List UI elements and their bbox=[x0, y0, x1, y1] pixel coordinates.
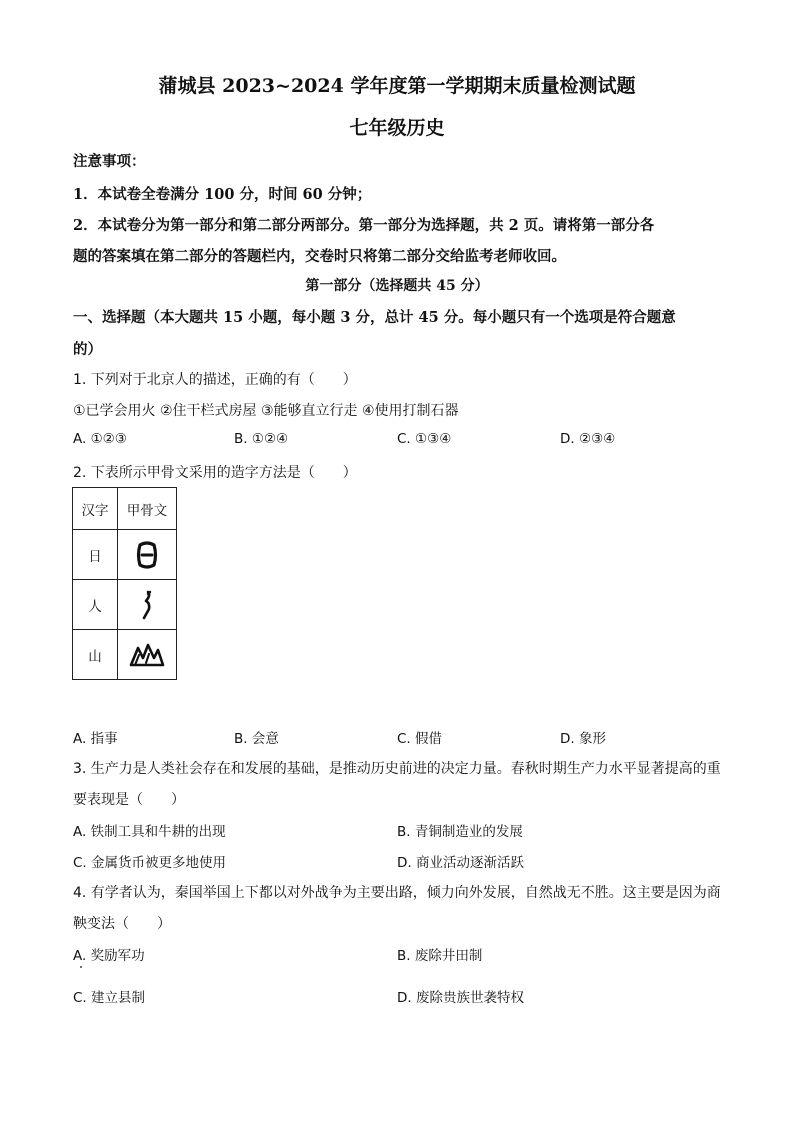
question-1-option-d: D. ②③④ bbox=[560, 431, 616, 447]
table-cell-char-mountain: 山 bbox=[73, 630, 118, 680]
table-row bbox=[73, 530, 177, 580]
table-header-hanzi: 汉字 bbox=[73, 488, 118, 530]
question-1-statements: ①已学会用火 ②住干栏式房屋 ③能够直立行走 ④使用打制石器 bbox=[73, 403, 459, 419]
question-3-stem-line-2: 要表现是（ ） bbox=[73, 792, 185, 808]
question-1-stem: 1. 下列对于北京人的描述，正确的有（ ） bbox=[73, 372, 357, 388]
question-3-option-c: C. 金属货币被更多地使用 bbox=[73, 855, 227, 871]
table-cell-char-person: 人 bbox=[73, 580, 118, 630]
question-4-option-b: B. 废除井田制 bbox=[397, 948, 483, 964]
question-3-option-d: D. 商业活动逐渐活跃 bbox=[397, 855, 524, 871]
table-cell-glyph-person bbox=[118, 580, 177, 630]
question-4-stem-line-1: 4. 有学者认为，秦国举国上下都以对外战争为主要出路，倾力向外发展，自然战无不胜。这主要是因为商 bbox=[73, 885, 721, 901]
notes-item-2-line-2: 题的答案填在第二部分的答题栏内，交卷时只将第二部分交给监考老师收回。 bbox=[73, 248, 566, 265]
notes-item-1: 1．本试卷全卷满分 100 分，时间 60 分钟； bbox=[73, 186, 372, 203]
question-3-option-b: B. 青铜制造业的发展 bbox=[397, 824, 523, 840]
table-cell-glyph-mountain bbox=[118, 630, 177, 680]
section-heading-line-2: 的） bbox=[73, 341, 102, 358]
section-heading-line-1: 一、选择题（本大题共 15 小题，每小题 3 分，总计 45 分。每小题只有一个选项是符合题意 bbox=[73, 309, 676, 326]
question-2-option-a: A. 指事 bbox=[73, 731, 118, 747]
part1-heading: 第一部分（选择题共 45 分） bbox=[305, 278, 489, 294]
question-1-option-c: C. ①③④ bbox=[397, 431, 452, 447]
question-2-option-b: B. 会意 bbox=[234, 731, 279, 747]
table-row bbox=[73, 580, 177, 630]
question-1-option-a: A. ①②③ bbox=[73, 431, 127, 447]
oracle-bone-table bbox=[72, 487, 177, 680]
oracle-mountain-icon bbox=[129, 642, 165, 668]
question-2-option-d: D. 象形 bbox=[560, 731, 606, 747]
oracle-sun-icon bbox=[134, 541, 160, 569]
page-title: 蒲城县 2023~2024 学年度第一学期期末质量检测试题 bbox=[158, 75, 636, 97]
question-3-stem-line-1: 3. 生产力是人类社会存在和发展的基础，是推动历史前进的决定力量。春秋时期生产力水平显著提高的重 bbox=[73, 761, 721, 777]
stray-dot bbox=[80, 966, 82, 968]
question-3-option-a: A. 铁制工具和牛耕的出现 bbox=[73, 824, 226, 840]
question-4-option-a: A. 奖励军功 bbox=[73, 948, 145, 964]
notes-heading: 注意事项： bbox=[73, 153, 146, 170]
question-4-stem-line-2: 鞅变法（ ） bbox=[73, 916, 171, 932]
question-2-option-c: C. 假借 bbox=[397, 731, 443, 747]
question-4-option-c: C. 建立县制 bbox=[73, 990, 146, 1006]
table-row bbox=[73, 630, 177, 680]
oracle-person-icon bbox=[137, 589, 157, 621]
page-subtitle: 七年级历史 bbox=[349, 117, 445, 139]
question-1-option-b: B. ①②④ bbox=[234, 431, 289, 447]
table-header-row bbox=[73, 488, 177, 530]
notes-item-2-line-1: 2．本试卷分为第一部分和第二部分两部分。第一部分为选择题，共 2 页。请将第一部分各 bbox=[73, 217, 655, 234]
table-cell-glyph-sun bbox=[118, 530, 177, 580]
question-2-stem: 2. 下表所示甲骨文采用的造字方法是（ ） bbox=[73, 465, 357, 481]
question-4-option-d: D. 废除贵族世袭特权 bbox=[397, 990, 524, 1006]
table-cell-char-sun: 日 bbox=[73, 530, 118, 580]
table-header-oracle: 甲骨文 bbox=[118, 488, 177, 530]
